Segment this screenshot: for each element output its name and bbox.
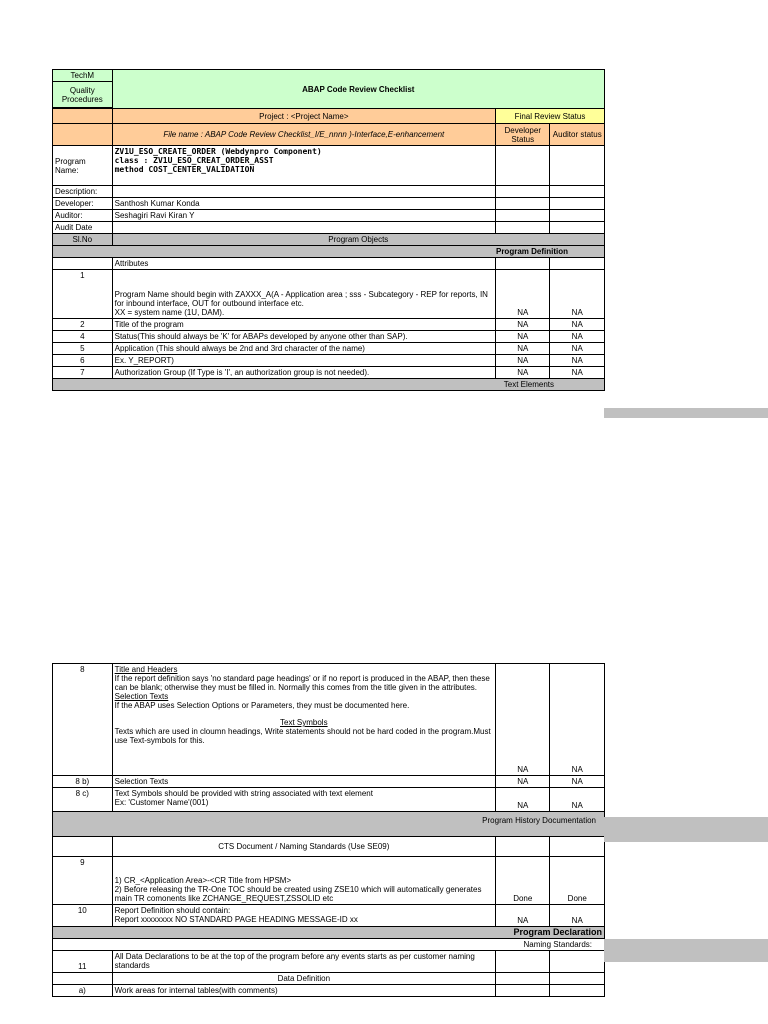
- empty-cell: [496, 973, 550, 985]
- empty-cell: [550, 837, 605, 857]
- row-no: 8: [53, 664, 113, 776]
- final-review-header: Final Review Status: [496, 109, 605, 124]
- audit-date-value: [112, 222, 495, 234]
- row-no: 10: [53, 905, 113, 927]
- row-text: Status(This should always be 'K' for ABAPs developed by anyone other than SAP).: [112, 331, 495, 343]
- developer-status-value: Done: [496, 857, 550, 905]
- row-no: 8 b): [53, 776, 113, 788]
- row-text: 1) CR_<Application Area>-<CR Title from HPSM> 2) Before releasing the TR-One TOC should be created using ZSE10 which will automatically generates main TR comonents like ZCHANGE_REQUEST,ZSSOLID etc: [112, 857, 495, 905]
- slno-header: Sl.No: [53, 234, 113, 246]
- auditor-status-value: NA: [550, 776, 605, 788]
- empty-cell: [550, 210, 605, 222]
- row-no: 7: [53, 367, 113, 379]
- developer-status-value: NA: [496, 788, 550, 812]
- program-name-label: Program Name:: [53, 146, 113, 186]
- row-no: 11: [53, 951, 113, 973]
- row-text: Text Symbols should be provided with string associated with text element Ex: 'Customer Name'(001): [112, 788, 495, 812]
- row-no: 4: [53, 331, 113, 343]
- empty-cell: [550, 973, 605, 985]
- selection-texts-text: If the ABAP uses Selection Options or Parameters, they must be documented here.: [114, 701, 410, 710]
- auditor-status-value: NA: [550, 270, 605, 319]
- row-text: Selection Texts: [112, 776, 495, 788]
- row-no: a): [53, 985, 113, 997]
- empty-cell: [496, 210, 550, 222]
- empty-cell: [496, 198, 550, 210]
- row-no: 8 c): [53, 788, 113, 812]
- text-symbols-text: Texts which are used in cloumn headings, Write statements should not be hard coded in the program.Must use Text-symbols for this.: [114, 727, 491, 745]
- developer-status-value: NA: [496, 355, 550, 367]
- file-name-cell: File name : ABAP Code Review Checklist_I/E_nnnn )-Interface,E-enhancement: [112, 124, 495, 146]
- program-objects-header: Program Objects: [112, 234, 604, 246]
- auditor-status-value: NA: [550, 664, 605, 776]
- empty-cell: [496, 222, 550, 234]
- empty-cell: [550, 951, 605, 973]
- auditor-status-value: NA: [550, 355, 605, 367]
- description-label: Description:: [53, 186, 113, 198]
- auditor-status-header: Auditor status: [550, 124, 605, 146]
- title-headers-text: If the report definition says 'no standard page headings' or if no report is produced in the ABAP, then these can be blank; otherwise they must be filled in. Normally this comes from the title given in the attributes.: [114, 674, 490, 692]
- row-text: Work areas for internal tables(with comments): [112, 985, 495, 997]
- row-text: Title of the program: [112, 319, 495, 331]
- empty-cell: [550, 985, 605, 997]
- auditor-status-value: NA: [550, 367, 605, 379]
- dept-cell: Quality Procedures: [53, 82, 113, 108]
- auditor-value: Seshagiri Ravi Kiran Y: [112, 210, 495, 222]
- auditor-status-value: NA: [550, 788, 605, 812]
- row-no: 2: [53, 319, 113, 331]
- section-program-definition: Program Definition: [53, 246, 605, 258]
- developer-status-value: NA: [496, 343, 550, 355]
- org-cell: TechM: [53, 70, 113, 82]
- document-title: ABAP Code Review Checklist: [112, 70, 604, 109]
- auditor-status-value: NA: [550, 319, 605, 331]
- empty-cell: [53, 973, 113, 985]
- cts-heading: CTS Document / Naming Standards (Use SE09): [112, 837, 495, 857]
- grey-band: [604, 951, 768, 962]
- section-program-declaration: Program Declaration: [53, 927, 605, 939]
- empty-cell: [496, 985, 550, 997]
- empty-cell: [496, 146, 550, 186]
- developer-status-value: NA: [496, 367, 550, 379]
- selection-texts-heading: Selection Texts: [114, 692, 169, 701]
- checklist-table-page2: [52, 663, 605, 997]
- description-value: [112, 186, 495, 198]
- row-no: 1: [53, 270, 113, 319]
- empty-cell: [496, 951, 550, 973]
- row-text: Report Definition should contain: Report xxxxxxxx NO STANDARD PAGE HEADING MESSAGE-ID xx: [112, 905, 495, 927]
- auditor-label: Auditor:: [53, 210, 113, 222]
- auditor-status-value: Done: [550, 857, 605, 905]
- row-text: All Data Declarations to be at the top of the program before any events starts as per customer naming standards: [112, 951, 495, 973]
- project-cell: Project : <Project Name>: [112, 109, 495, 124]
- empty-cell: [496, 837, 550, 857]
- developer-status-value: NA: [496, 776, 550, 788]
- audit-date-label: Audit Date: [53, 222, 113, 234]
- empty-cell: [53, 258, 113, 270]
- text-symbols-heading: Text Symbols: [280, 718, 328, 727]
- row-text: Ex. Y_REPORT): [112, 355, 495, 367]
- developer-value: Santhosh Kumar Konda: [112, 198, 495, 210]
- empty-cell: [550, 146, 605, 186]
- auditor-status-value: NA: [550, 905, 605, 927]
- checklist-table-page1: [52, 69, 605, 391]
- empty-cell: [550, 258, 605, 270]
- row-no: 9: [53, 857, 113, 905]
- empty-cell: [550, 222, 605, 234]
- grey-band: [604, 408, 768, 418]
- row-no: 5: [53, 343, 113, 355]
- developer-status-value: NA: [496, 905, 550, 927]
- developer-label: Developer:: [53, 198, 113, 210]
- title-headers-heading: Title and Headers: [114, 665, 178, 674]
- empty-cell: [550, 186, 605, 198]
- attributes-label: Attributes: [112, 258, 495, 270]
- auditor-status-value: NA: [550, 343, 605, 355]
- developer-status-value: NA: [496, 319, 550, 331]
- auditor-status-value: NA: [550, 331, 605, 343]
- row-text: [112, 664, 495, 776]
- data-definition-heading: Data Definition: [112, 973, 495, 985]
- row-no: 6: [53, 355, 113, 367]
- row-text: Application (This should always be 2nd and 3rd character of the name): [112, 343, 495, 355]
- empty-cell: [550, 198, 605, 210]
- naming-standards-label: Naming Standards:: [53, 939, 605, 951]
- developer-status-header: Developer Status: [496, 124, 550, 146]
- program-name-value: ZV1U_ESO_CREATE_ORDER (Webdynpro Component) class : ZV1U_ESO_CREAT_ORDER_ASST method COST_CENTER_VALIDATION: [112, 146, 495, 186]
- empty-cell: [496, 258, 550, 270]
- blank-cell: [53, 124, 113, 146]
- grey-band: [604, 817, 768, 842]
- section-text-elements: Text Elements: [53, 379, 605, 391]
- blank-cell: [53, 109, 113, 124]
- developer-status-value: NA: [496, 331, 550, 343]
- developer-status-value: NA: [496, 270, 550, 319]
- section-history: Program History Documentation: [53, 812, 605, 837]
- empty-cell: [496, 186, 550, 198]
- developer-status-value: NA: [496, 664, 550, 776]
- row-text: Authorization Group (If Type is 'I', an authorization group is not needed).: [112, 367, 495, 379]
- grey-band: [604, 939, 768, 951]
- row-text: Program Name should begin with ZAXXX_A(A - Application area ; sss - Subcategory - REP for reports, IN for inbound interface, OUT for outbound interface etc. XX = system name (1U, DAM).: [112, 270, 495, 319]
- empty-cell: [53, 837, 113, 857]
